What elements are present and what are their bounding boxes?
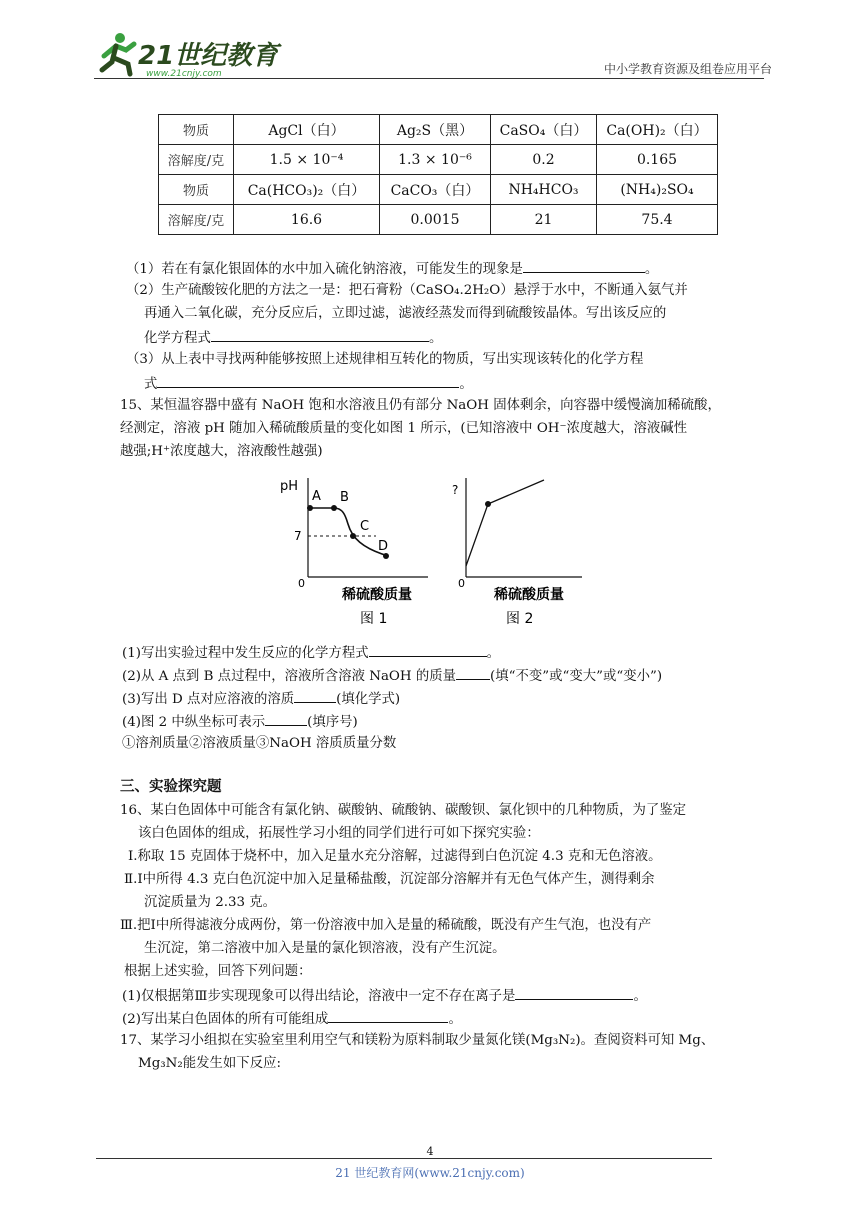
q15-stem-line2: 经测定，溶液 pH 随加入稀硫酸质量的变化如图 1 所示，(已知溶液中 OH⁻浓度越大，溶液碱性 [120, 421, 688, 436]
fig1-y7-label: 7 [294, 529, 302, 543]
q17-stem-line2: Mg₃N₂能发生如下反应: [138, 1056, 281, 1071]
q16-step1: Ⅰ.称取 15 克固体于烧杯中，加入足量水充分溶解，过滤得到白色沉淀 4.3 克和无色溶液。 [128, 849, 662, 864]
fig1-ylabel: pH [280, 479, 299, 494]
fig1-xlabel: 稀硫酸质量 [342, 587, 412, 603]
logo-url: www.21cnjy.com [146, 69, 222, 79]
solubility-table [158, 114, 718, 235]
point-A-label: A [312, 489, 321, 504]
q16-stem-line2: 该白色固体的组成，拓展性学习小组的同学们进行可如下探究实验： [138, 826, 540, 841]
fig1-origin: 0 [298, 577, 305, 590]
q15-stem-line1: 15、某恒温容器中盛有 NaOH 饱和水溶液且仍有部分 NaOH 固体剩余，向容器中缓慢滴加稀硫酸， [120, 398, 721, 413]
ph-curve [308, 508, 388, 556]
point-A-dot [307, 505, 313, 511]
table-cell: 0.2 [491, 145, 597, 175]
q14-part3-line1: （3）从上表中寻找两种能够按照上述规律相互转化的物质，写出实现该转化的化学方程 [126, 352, 644, 367]
q15-sub3: (3)写出 D 点对应溶液的溶质 (填化学式) [122, 688, 400, 710]
table-row [159, 115, 718, 145]
q14-part2-line2: 再通入二氧化碳，充分反应后，立即过滤，滤液经蒸发而得到硫酸铵晶体。写出该反应的 [144, 306, 667, 321]
table-row [159, 145, 718, 175]
point-B-label: B [340, 490, 349, 505]
q16-sub1: (1)仅根据第Ⅲ步实现现象可以得出结论，溶液中一定不存在离子是 。 [122, 985, 647, 1007]
table-cell: CaCO₃（白） [380, 175, 491, 205]
header-divider [94, 78, 764, 79]
runner-icon [102, 33, 134, 74]
point-C-dot [350, 533, 356, 539]
table-cell: 溶解度/克 [159, 205, 234, 235]
answer-blank[interactable] [456, 665, 490, 680]
q15-sub1: (1)写出实验过程中发生反应的化学方程式 。 [122, 642, 500, 664]
table-cell: NH₄HCO₃ [491, 175, 597, 205]
platform-name: 中小学教育资源及组卷应用平台 [603, 62, 772, 76]
table-cell: Ag₂S（黑） [380, 115, 491, 145]
q17-stem-line1: 17、某学习小组拟在实验室里利用空气和镁粉为原料制取少量氮化镁(Mg₃N₂)。查阅资料可知 Mg、 [120, 1033, 715, 1048]
answer-blank[interactable] [211, 327, 429, 342]
fig2-ylabel: ? [452, 483, 459, 497]
q16-step2-line1: Ⅱ.Ⅰ中所得 4.3 克白色沉淀中加入足量稀盐酸，沉淀部分溶解并有无色气体产生，测得剩余 [124, 872, 655, 887]
q15-sub2: (2)从 A 点到 B 点过程中，溶液所含溶液 NaOH 的质量 (填“不变”或“变大”或“变小”) [122, 665, 662, 687]
table-cell: 1.5 × 10⁻⁴ [234, 145, 380, 175]
table-cell: (NH₄)₂SO₄ [597, 175, 718, 205]
q16-ask: 根据上述实验，回答下列问题： [124, 964, 312, 979]
fig2-origin: 0 [458, 577, 465, 590]
point-B-dot [331, 505, 337, 511]
site-logo [94, 26, 279, 82]
q14-part2-line3: 化学方程式 。 [144, 327, 442, 349]
fig2-caption: 图 2 [506, 611, 534, 627]
table-cell: CaSO₄（白） [491, 115, 597, 145]
answer-blank[interactable] [157, 373, 459, 388]
q15-stem-line3: 越强;H⁺浓度越大，溶液酸性越强) [120, 444, 323, 459]
q14-part1: （1）若在有氯化银固体的水中加入硫化钠溶液，可能发生的现象是 。 [126, 258, 658, 280]
table-cell: 75.4 [597, 205, 718, 235]
table-cell: 16.6 [234, 205, 380, 235]
footer-divider [96, 1158, 712, 1159]
answer-blank[interactable] [328, 1008, 448, 1023]
fig2-point [485, 501, 491, 507]
q14-part2-line1: （2）生产硫酸铵化肥的方法之一是：把石膏粉（CaSO₄.2H₂O）悬浮于水中，不断通入氨气并 [126, 283, 688, 298]
point-C-label: C [360, 519, 370, 534]
answer-blank[interactable] [515, 985, 633, 1000]
table-cell: Ca(OH)₂（白） [597, 115, 718, 145]
table-cell: 物质 [159, 175, 234, 205]
answer-blank[interactable] [369, 642, 487, 657]
table-cell: 溶解度/克 [159, 145, 234, 175]
answer-blank[interactable] [523, 258, 645, 273]
q16-sub2: (2)写出某白色固体的所有可能组成 。 [122, 1008, 462, 1030]
table-cell: 0.0015 [380, 205, 491, 235]
table-row [159, 175, 718, 205]
footer-site-link[interactable]: 21 世纪教育网(www.21cnjy.com) [335, 1166, 525, 1180]
figure-2 [446, 470, 586, 635]
table-cell: 1.3 × 10⁻⁶ [380, 145, 491, 175]
section-title: 三、实验探究题 [120, 779, 222, 795]
q16-step2-line2: 沉淀质量为 2.33 克。 [144, 895, 277, 910]
table-cell: Ca(HCO₃)₂（白） [234, 175, 380, 205]
fig2-curve [466, 480, 544, 566]
q15-sub4: (4)图 2 中纵坐标可表示 (填序号) [122, 711, 358, 733]
q16-step3-line1: Ⅲ.把Ⅰ中所得滤液分成两份，第一份溶液中加入是量的稀硫酸，既没有产生气泡，也没有产 [120, 918, 652, 933]
logo-text: 21世纪教育 [138, 41, 279, 71]
figure-1 [276, 470, 436, 635]
page-number: 4 [426, 1145, 434, 1158]
q16-step3-line2: 生沉淀，第二溶液中加入是量的氯化钡溶液，没有产生沉淀。 [144, 941, 506, 956]
fig2-xlabel: 稀硫酸质量 [494, 587, 564, 603]
table-cell: 物质 [159, 115, 234, 145]
fig1-caption: 图 1 [360, 611, 388, 627]
table-cell: AgCl（白） [234, 115, 380, 145]
answer-blank[interactable] [294, 688, 336, 703]
answer-blank[interactable] [265, 711, 307, 726]
table-cell: 21 [491, 205, 597, 235]
point-D-label: D [378, 539, 389, 554]
q16-stem-line1: 16、某白色固体中可能含有氯化钠、碳酸钠、硫酸钠、碳酸钡、氯化钡中的几种物质，为了鉴定 [120, 803, 687, 818]
table-row [159, 205, 718, 235]
q15-options: ①溶剂质量②溶液质量③NaOH 溶质质量分数 [122, 736, 397, 751]
table-cell: 0.165 [597, 145, 718, 175]
q14-part3-line2: 式 。 [144, 373, 473, 395]
